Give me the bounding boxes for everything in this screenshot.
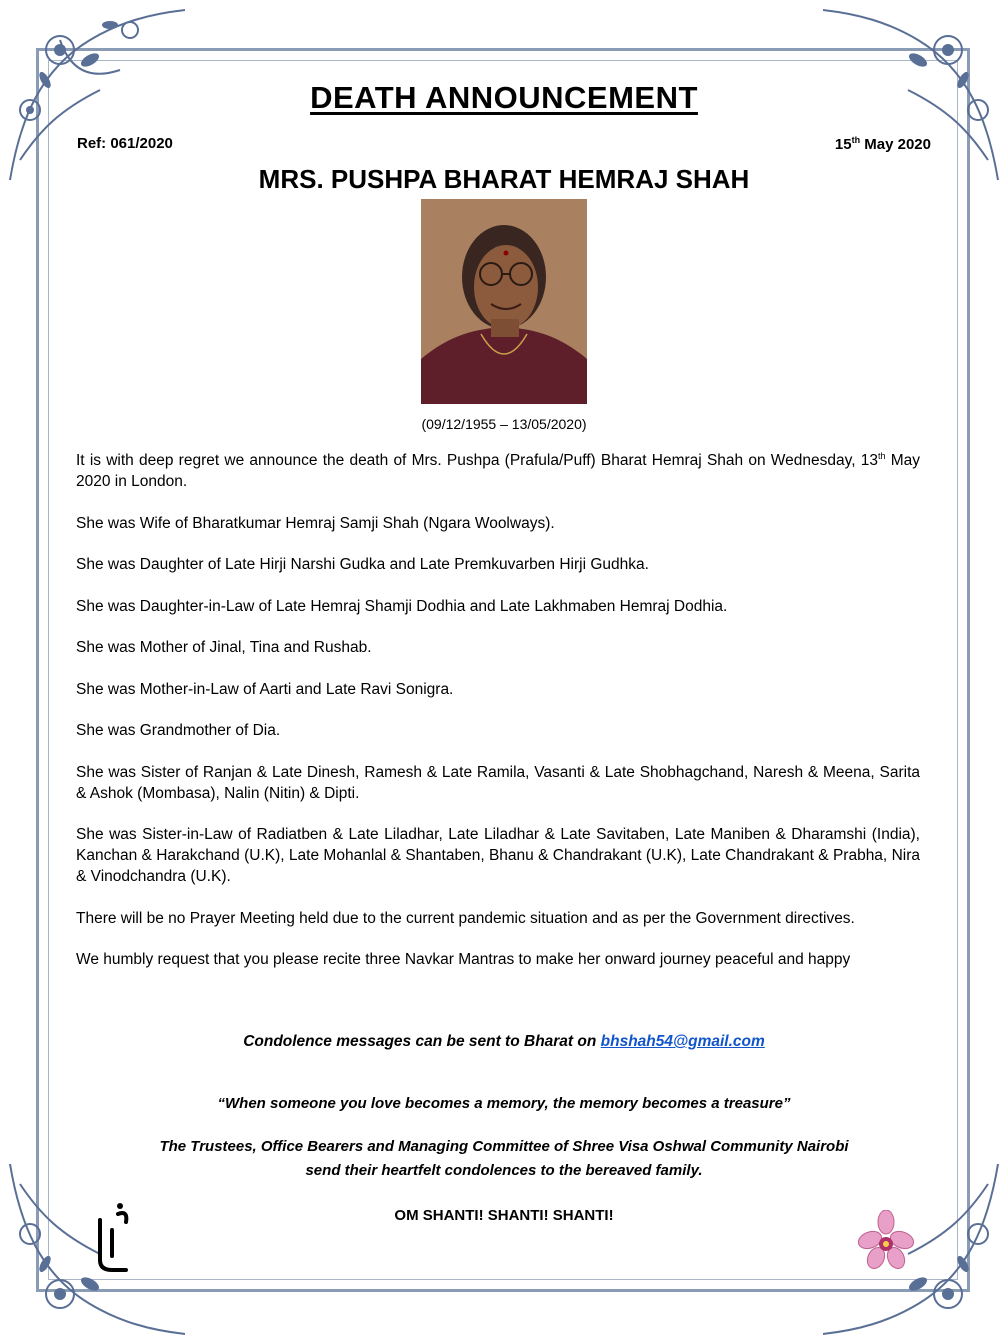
trustees-line: send their heartfelt condolences to the bereaved family.	[305, 1162, 703, 1179]
body-paragraph: She was Mother-in-Law of Aarti and Late Ravi Sonigra.	[76, 680, 454, 698]
body-paragraph: She was Daughter-in-Law of Late Hemraj Shamji Dodhia and Late Lakhmaben Hemraj Dodhia.	[76, 597, 728, 615]
body-paragraph: She was Sister-in-Law of Radiatben & Late Liladhar, Late Liladhar & Late Savitaben, Late Maniben & Dharamshi (India), Kanchan & Harakchand (U.K), Late Mohanlal & Shantaben, Bhanu & Chandrakant (U.K), Late Chandrakant & Prabha, Nira & Vinodchandra (U.K).	[76, 826, 920, 885]
body-paragraph: She was Mother of Jinal, Tina and Rushab.	[76, 639, 372, 656]
jain-symbol-icon	[92, 1200, 136, 1276]
memorial-quote: “When someone you love becomes a memory, the memory becomes a treasure”	[217, 1095, 791, 1112]
deceased-name: MRS. PUSHPA BHARAT HEMRAJ SHAH	[258, 164, 750, 194]
portrait-photo	[421, 199, 587, 404]
date-suffix: th	[851, 135, 861, 145]
life-dates: (09/12/1955 – 13/05/2020)	[421, 416, 587, 432]
date-rest: May 2020	[860, 136, 931, 153]
body-paragraph: We humbly request that you please recite three Navkar Mantras to make her onward journey peaceful and happy	[76, 951, 851, 968]
announcement-date	[835, 135, 931, 153]
paragraph-text: It is with deep regret we announce the death of Mrs. Pushpa (Prafula/Puff) Bharat Hemraj Shah on Wednesday, 13	[76, 452, 878, 469]
body-paragraph: She was Daughter of Late Hirji Narshi Gudka and Late Premkuvarben Hirji Gudhka.	[76, 556, 649, 573]
body-paragraph	[76, 450, 920, 492]
reference-number: Ref: 061/2020	[77, 135, 173, 152]
body-paragraph: She was Wife of Bharatkumar Hemraj Samji Shah (Ngara Woolways).	[76, 514, 555, 532]
announcement-title-text: DEATH ANNOUNCEMENT	[310, 80, 698, 115]
announcement-title	[0, 80, 1008, 116]
condolence-line	[0, 1033, 1008, 1051]
paragraph-text: May 2020 in London.	[76, 452, 920, 490]
email-link[interactable]: bhshah54@gmail.com	[600, 1033, 765, 1050]
trustees-message	[0, 1135, 1008, 1183]
condolence-text: Condolence messages can be sent to Bharat on	[243, 1033, 601, 1050]
trustees-line: The Trustees, Office Bearers and Managing Committee of Shree Visa Oshwal Community Nairobi	[159, 1138, 849, 1155]
body-paragraph: There will be no Prayer Meeting held due to the current pandemic situation and as per the Government directives.	[76, 909, 855, 927]
orchid-flower-icon	[858, 1210, 914, 1274]
body-paragraph: She was Sister of Ranjan & Late Dinesh, Ramesh & Late Ramila, Vasanti & Late Shobhagchand, Naresh & Meena, Sarita & Ashok (Mombasa), Nalin (Nitin) & Dipti.	[76, 763, 920, 802]
ordinal-suffix: th	[877, 450, 886, 461]
date-day: 15	[834, 136, 852, 153]
announcement-body	[76, 450, 920, 991]
body-paragraph: She was Grandmother of Dia.	[76, 722, 281, 739]
closing-line: OM SHANTI! SHANTI! SHANTI!	[394, 1207, 614, 1224]
